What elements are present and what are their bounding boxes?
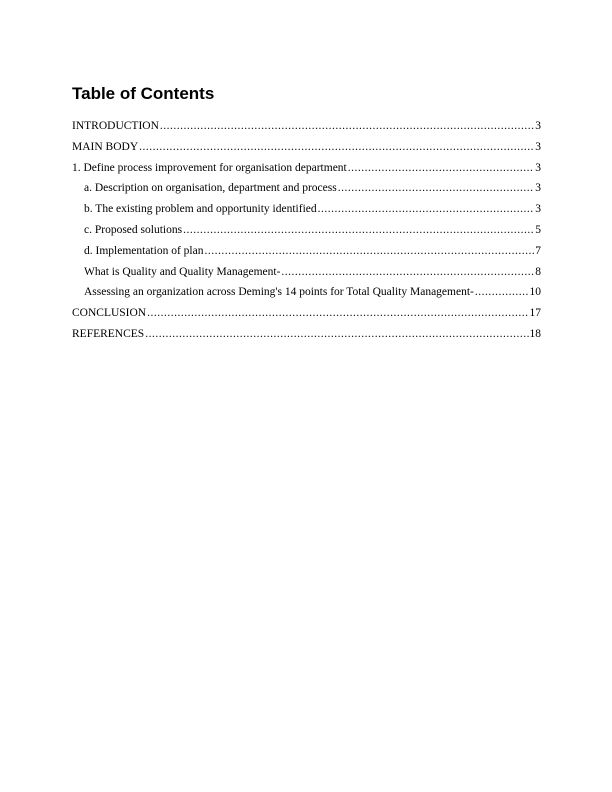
toc-entry-title: a. Description on organisation, department and process	[84, 182, 337, 195]
toc-dot-leader	[139, 137, 534, 158]
toc-entry-title: CONCLUSION	[72, 307, 147, 320]
toc-entry-title: MAIN BODY	[72, 140, 139, 153]
toc-entry-description[interactable]	[72, 178, 541, 199]
toc-page-number: 3	[535, 203, 541, 216]
toc-page-number: 10	[529, 286, 541, 299]
toc-dot-leader	[145, 324, 528, 345]
toc-entry-quality-management[interactable]	[72, 262, 541, 283]
toc-entry-introduction[interactable]	[72, 116, 541, 137]
toc-entry-existing-problem[interactable]	[72, 199, 541, 220]
toc-dot-leader	[281, 262, 534, 283]
toc-entry-title: What is Quality and Quality Management-	[84, 265, 281, 278]
toc-entry-title: 1. Define process improvement for organisation department	[72, 161, 347, 174]
toc-page-number: 8	[535, 265, 541, 278]
toc-page-number: 18	[529, 327, 541, 340]
toc-page-number: 3	[535, 161, 541, 174]
toc-entry-title: b. The existing problem and opportunity identified	[84, 203, 317, 216]
toc-list	[72, 116, 541, 345]
toc-page-number: 5	[535, 223, 541, 236]
toc-entry-references[interactable]	[72, 324, 541, 345]
toc-page-number: 17	[529, 307, 541, 320]
toc-entry-title: d. Implementation of plan	[84, 244, 204, 257]
toc-page-number: 3	[535, 182, 541, 195]
toc-entry-conclusion[interactable]	[72, 303, 541, 324]
toc-entry-title: INTRODUCTION	[72, 120, 159, 132]
toc-entry-main-body[interactable]	[72, 137, 541, 158]
toc-dot-leader	[147, 303, 528, 324]
toc-page-number: 3	[535, 120, 541, 132]
toc-entry-demings-points[interactable]	[72, 282, 541, 303]
toc-dot-leader	[204, 241, 534, 262]
toc-dot-leader	[183, 220, 534, 241]
toc-dot-leader	[348, 158, 535, 179]
toc-entry-define-process-improvement[interactable]	[72, 158, 541, 179]
toc-dot-leader	[475, 282, 529, 303]
toc-dot-leader	[160, 116, 534, 137]
toc-entry-proposed-solutions[interactable]	[72, 220, 541, 241]
toc-heading: Table of Contents	[72, 84, 215, 103]
toc-entry-title: c. Proposed solutions	[84, 223, 183, 236]
toc-dot-leader	[318, 199, 535, 220]
toc-page-number: 3	[535, 140, 541, 153]
toc-page-number: 7	[535, 244, 541, 257]
toc-entry-implementation[interactable]	[72, 241, 541, 262]
toc-entry-title: REFERENCES	[72, 327, 145, 340]
toc-dot-leader	[338, 178, 535, 199]
toc-entry-title: Assessing an organization across Deming's 14 points for Total Quality Management-	[84, 286, 474, 299]
